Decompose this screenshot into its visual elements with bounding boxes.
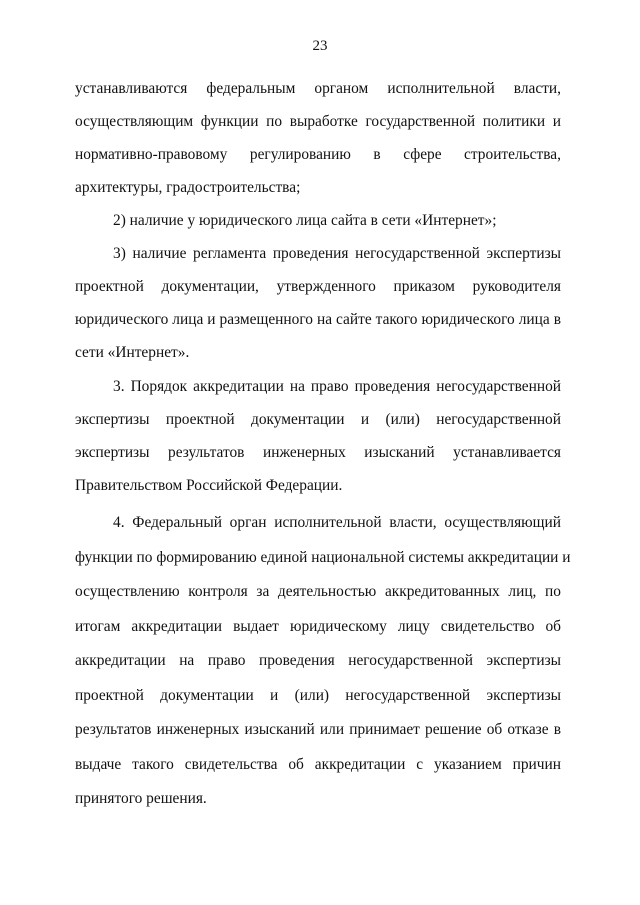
text-line: 3) наличие регламента проведения негосударственной экспертизы xyxy=(113,245,561,262)
text-line: сети «Интернет». xyxy=(75,344,190,361)
text-line: осуществлению контроля за деятельностью аккредитованных лиц, по xyxy=(75,583,561,600)
text-line: выдаче такого свидетельства об аккредитации с указанием причин xyxy=(75,755,561,773)
paragraph xyxy=(75,506,571,817)
text-line: осуществляющим функции по выработке государственной политики и xyxy=(75,113,561,130)
paragraph xyxy=(75,204,561,237)
text-line: 3. Порядок аккредитации на право проведения негосударственной xyxy=(113,378,561,395)
text-line: экспертизы результатов инженерных изысканий устанавливается xyxy=(75,444,561,461)
text-line: принятого решения. xyxy=(75,790,207,807)
text-line: экспертизы проектной документации и (или) негосударственной xyxy=(75,411,561,428)
text-line: архитектуры, градостроительства; xyxy=(75,179,301,196)
text-line: итогам аккредитации выдает юридическому лицу свидетельство об xyxy=(75,617,561,635)
text-line: нормативно-правовому регулированию в сфере строительства, xyxy=(75,146,561,163)
text-line: результатов инженерных изысканий или принимает решение об отказе в xyxy=(75,721,561,738)
text-line: юридического лица и размещенного на сайте такого юридического лица в xyxy=(75,311,561,328)
text-line: проектной документации и (или) негосударственной экспертизы xyxy=(75,686,561,704)
text-line: проектной документации, утвержденного приказом руководителя xyxy=(75,278,561,295)
paragraph xyxy=(75,370,561,502)
text-line: Правительством Российской Федерации. xyxy=(75,477,343,494)
text-line: аккредитации на право проведения негосударственной экспертизы xyxy=(75,652,561,669)
text-line: 4. Федеральный орган исполнительной власти, осуществляющий xyxy=(113,514,561,531)
text-line: 2) наличие у юридического лица сайта в сети «Интернет»; xyxy=(113,212,497,229)
document-body xyxy=(75,72,571,817)
paragraph xyxy=(75,72,561,204)
paragraph xyxy=(75,237,561,369)
text-line: устанавливаются федеральным органом исполнительной власти, xyxy=(75,80,561,97)
text-line: функции по формированию единой национальной системы аккредитации и xyxy=(75,548,571,566)
page-number: 23 xyxy=(312,38,328,54)
